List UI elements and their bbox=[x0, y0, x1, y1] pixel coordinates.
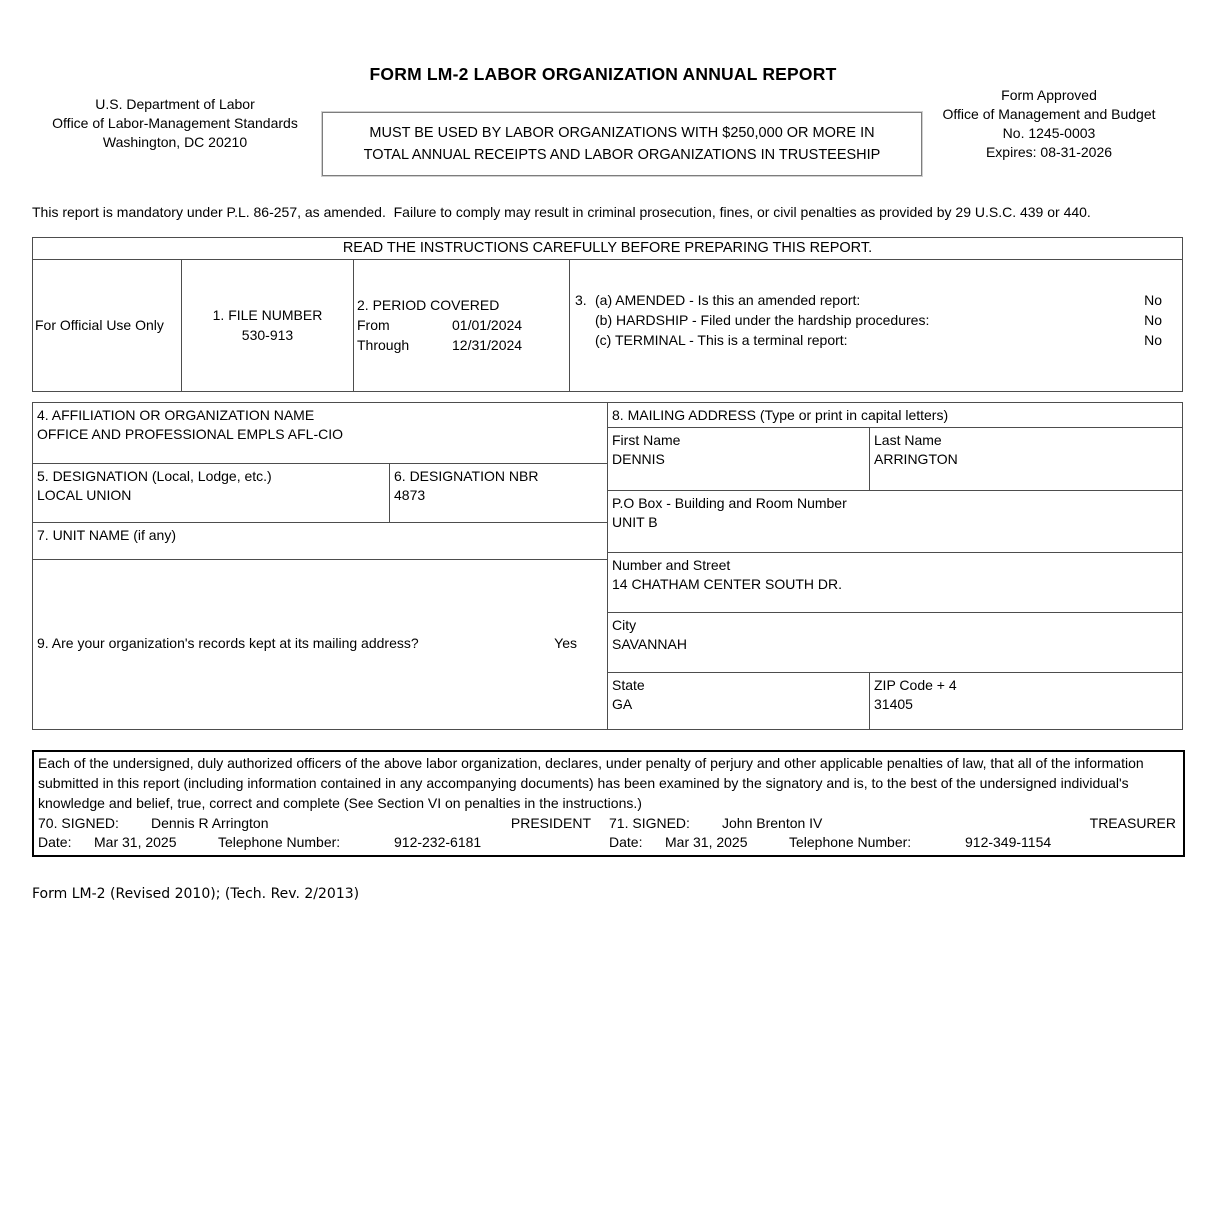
signature-71 bbox=[603, 814, 1178, 833]
approval-line-4: Expires: 08-31-2026 bbox=[985, 144, 1113, 160]
period-through-row bbox=[357, 335, 569, 355]
signature-70 bbox=[38, 814, 603, 833]
date-phone-70 bbox=[38, 833, 603, 852]
mailing-address-column bbox=[607, 402, 1183, 730]
phone-70-value: 912-232-6181 bbox=[394, 833, 482, 850]
date-71-label: Date: bbox=[609, 833, 643, 850]
approval-line-3: No. 1245-0003 bbox=[1002, 125, 1096, 141]
date-phone-row bbox=[38, 833, 1178, 852]
approval-line-1: Form Approved bbox=[1001, 87, 1097, 103]
signed-70-label: 70. SIGNED: bbox=[38, 814, 119, 831]
period-through-value: 12/31/2024 bbox=[452, 337, 523, 353]
designation-nbr-value: 4873 bbox=[394, 487, 426, 503]
designation-box bbox=[32, 463, 390, 523]
date-70-label: Date: bbox=[38, 833, 72, 850]
zip-label: ZIP Code + 4 bbox=[874, 676, 957, 693]
signed-70-name: Dennis R Arrington bbox=[151, 814, 269, 831]
phone-71-value: 912-349-1154 bbox=[965, 833, 1052, 850]
unit-name-box bbox=[32, 522, 608, 560]
amended-value: No bbox=[1144, 292, 1162, 308]
records-question-value: Yes bbox=[554, 635, 577, 652]
amended-row bbox=[595, 290, 1162, 310]
official-use-cell bbox=[33, 259, 182, 391]
mandatory-notice: This report is mandatory under P.L. 86-257, as amended. Failure to comply may result in criminal prosecution, fines, or civil penalties as provided by 29 U.S.C. 439 or 440. bbox=[32, 204, 1091, 220]
instructions-table bbox=[32, 237, 1183, 392]
date-70-value: Mar 31, 2025 bbox=[94, 833, 177, 850]
terminal-value: No bbox=[1144, 332, 1162, 348]
item3-number: 3. bbox=[575, 292, 587, 308]
name-row bbox=[607, 427, 1183, 491]
signed-70-title: PRESIDENT bbox=[510, 814, 591, 831]
street-label: Number and Street bbox=[612, 556, 731, 573]
org-name-label: 4. AFFILIATION OR ORGANIZATION NAME bbox=[37, 406, 315, 423]
unit-name-label: 7. UNIT NAME (if any) bbox=[37, 526, 176, 543]
hardship-label: (b) HARDSHIP - Filed under the hardship procedures: bbox=[595, 312, 930, 328]
period-covered-label: 2. PERIOD COVERED bbox=[357, 297, 500, 313]
approval-line-2: Office of Management and Budget bbox=[942, 106, 1156, 122]
designation-value: LOCAL UNION bbox=[37, 487, 132, 503]
form-title: FORM LM-2 LABOR ORGANIZATION ANNUAL REPORT bbox=[369, 64, 837, 84]
must-use-notice-box bbox=[322, 112, 922, 176]
file-number-label: 1. FILE NUMBER bbox=[212, 307, 323, 323]
last-name-label: Last Name bbox=[874, 431, 942, 448]
hardship-row bbox=[595, 310, 1162, 330]
first-name-label: First Name bbox=[612, 431, 681, 448]
must-use-line-1: MUST BE USED BY LABOR ORGANIZATIONS WITH $250,000 OR MORE IN bbox=[369, 125, 875, 141]
designation-label: 5. DESIGNATION (Local, Lodge, etc.) bbox=[37, 467, 272, 484]
org-identity-column bbox=[32, 402, 608, 730]
form-header bbox=[0, 86, 1206, 176]
agency-line-2: Office of Labor-Management Standards bbox=[52, 115, 298, 131]
attestation-box bbox=[32, 750, 1185, 857]
must-use-line-2: TOTAL ANNUAL RECEIPTS AND LABOR ORGANIZATIONS IN TRUSTEESHIP bbox=[363, 147, 881, 163]
org-name-value: OFFICE AND PROFESSIONAL EMPLS AFL-CIO bbox=[37, 426, 343, 442]
signature-row bbox=[38, 814, 1178, 833]
official-use-label: For Official Use Only bbox=[35, 317, 164, 333]
agency-line-1: U.S. Department of Labor bbox=[95, 96, 255, 112]
city-label: City bbox=[612, 616, 637, 633]
file-number-value: 530-913 bbox=[241, 327, 294, 343]
zip-value: 31405 bbox=[874, 696, 913, 712]
agency-line-3: Washington, DC 20210 bbox=[102, 134, 248, 150]
terminal-label: (c) TERMINAL - This is a terminal report: bbox=[595, 332, 848, 348]
phone-70-label: Telephone Number: bbox=[218, 833, 341, 850]
period-covered-cell bbox=[354, 259, 570, 391]
org-name-box bbox=[32, 402, 608, 464]
date-phone-71 bbox=[603, 833, 1178, 852]
state-zip-row bbox=[607, 672, 1183, 730]
records-question-label: 9. Are your organization's records kept at its mailing address? bbox=[37, 635, 419, 652]
period-from-label: From bbox=[357, 317, 390, 333]
signed-71-title: TREASURER bbox=[1089, 814, 1176, 831]
city-value: SAVANNAH bbox=[612, 636, 687, 652]
period-from-row bbox=[357, 315, 569, 335]
po-box-value: UNIT B bbox=[612, 514, 658, 530]
form-revision-note: Form LM-2 (Revised 2010); (Tech. Rev. 2/2013) bbox=[32, 885, 360, 902]
signed-71-name: John Brenton IV bbox=[722, 814, 823, 831]
omb-approval bbox=[922, 86, 1176, 162]
identification-sections bbox=[32, 402, 1183, 730]
street-box bbox=[607, 552, 1183, 613]
signed-71-label: 71. SIGNED: bbox=[609, 814, 690, 831]
po-box-box bbox=[607, 490, 1183, 553]
terminal-row bbox=[595, 330, 1162, 350]
designation-nbr-label: 6. DESIGNATION NBR bbox=[394, 467, 539, 484]
mailing-address-header: 8. MAILING ADDRESS (Type or print in capital letters) bbox=[607, 402, 1183, 428]
city-box bbox=[607, 612, 1183, 673]
period-through-label: Through bbox=[357, 337, 410, 353]
file-number-cell bbox=[182, 259, 354, 391]
designation-row bbox=[32, 463, 608, 523]
attestation-text: Each of the undersigned, duly authorized officers of the above labor organization, declares, under penalty of perjury and other applicable penalties of law, that all of the information submitted in this report (including information contained in any accompanying documents) has been examined by the signatory and is, to the best of the undersigned individual's knowledge and belief, true, correct and complete (See Section VI on penalties in the instructions.) bbox=[38, 754, 1148, 812]
designation-nbr-box bbox=[389, 463, 608, 523]
street-value: 14 CHATHAM CENTER SOUTH DR. bbox=[612, 576, 842, 592]
state-box bbox=[607, 672, 870, 730]
last-name-box bbox=[869, 427, 1183, 491]
records-question-box bbox=[32, 559, 608, 730]
first-name-value: DENNIS bbox=[612, 451, 665, 467]
state-label: State bbox=[612, 676, 645, 693]
date-71-value: Mar 31, 2025 bbox=[665, 833, 748, 850]
report-type-cell bbox=[570, 259, 1183, 391]
period-from-value: 01/01/2024 bbox=[452, 317, 523, 333]
instructions-banner: READ THE INSTRUCTIONS CAREFULLY BEFORE PREPARING THIS REPORT. bbox=[33, 237, 1183, 259]
state-value: GA bbox=[612, 696, 633, 712]
po-box-label: P.O Box - Building and Room Number bbox=[612, 494, 847, 511]
first-name-box bbox=[607, 427, 870, 491]
last-name-value: ARRINGTON bbox=[874, 451, 958, 467]
phone-71-label: Telephone Number: bbox=[789, 833, 912, 850]
amended-label: (a) AMENDED - Is this an amended report: bbox=[595, 292, 861, 308]
zip-box bbox=[869, 672, 1183, 730]
agency-address bbox=[32, 86, 318, 152]
hardship-value: No bbox=[1144, 312, 1162, 328]
